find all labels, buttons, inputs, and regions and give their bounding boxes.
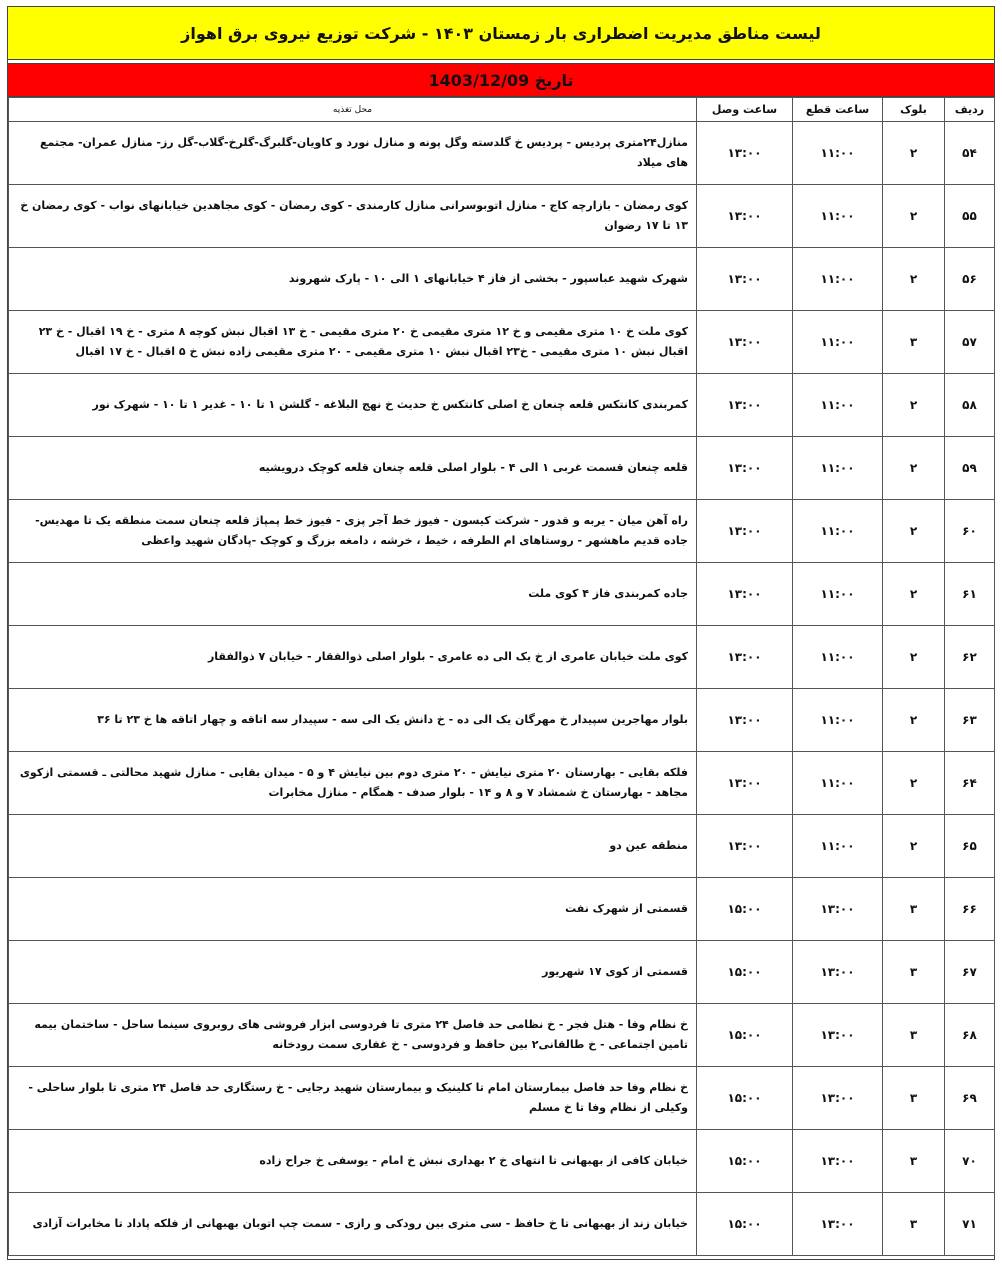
row-number-cell: ۵۵ — [945, 185, 995, 248]
table-row — [9, 122, 995, 185]
connect-time-cell: ۱۵:۰۰ — [697, 878, 793, 941]
area-cell: قلعه چنعان قسمت غربی ۱ الی ۴ - بلوار اصلی قلعه چنعان قلعه کوچک درویشیه — [9, 437, 697, 500]
cut-time-cell: ۱۳:۰۰ — [793, 1004, 883, 1067]
table-row — [9, 815, 995, 878]
table-row — [9, 563, 995, 626]
header-area: محل تغذیه — [9, 98, 697, 122]
cut-time-cell: ۱۳:۰۰ — [793, 1130, 883, 1193]
area-cell: خ نظام وفا حد فاصل بیمارستان امام تا کلینیک و بیمارستان شهید رجایی - خ رستگاری حد فاصل ۲۴ متری تا بلوار ساحلی - وکیلی از نظام وفا تا خ مسلم — [9, 1067, 697, 1130]
area-cell: کمربندی کانتکس قلعه چنعان خ اصلی کانتکس خ حدیث خ نهج البلاغه - گلشن ۱ تا ۱۰ - غدیر ۱ تا ۱۰ - شهرک نور — [9, 374, 697, 437]
table-row — [9, 437, 995, 500]
table-row — [9, 185, 995, 248]
connect-time-cell: ۱۳:۰۰ — [697, 374, 793, 437]
connect-time-cell: ۱۳:۰۰ — [697, 248, 793, 311]
block-cell: ۲ — [883, 689, 945, 752]
block-cell: ۳ — [883, 311, 945, 374]
cut-time-cell: ۱۱:۰۰ — [793, 563, 883, 626]
connect-time-cell: ۱۳:۰۰ — [697, 563, 793, 626]
connect-time-cell: ۱۵:۰۰ — [697, 1004, 793, 1067]
row-number-cell: ۷۱ — [945, 1193, 995, 1256]
connect-time-cell: ۱۳:۰۰ — [697, 752, 793, 815]
header-connect-time: ساعت وصل — [697, 98, 793, 122]
block-cell: ۳ — [883, 1193, 945, 1256]
cut-time-cell: ۱۱:۰۰ — [793, 626, 883, 689]
row-number-cell: ۵۹ — [945, 437, 995, 500]
connect-time-cell: ۱۵:۰۰ — [697, 1067, 793, 1130]
cut-time-cell: ۱۱:۰۰ — [793, 122, 883, 185]
cut-time-cell: ۱۱:۰۰ — [793, 185, 883, 248]
cut-time-cell: ۱۳:۰۰ — [793, 1193, 883, 1256]
table-row — [9, 1193, 995, 1256]
area-cell: شهرک شهید عباسپور - بخشی از فاز ۴ خیابانهای ۱ الی ۱۰ - پارک شهروند — [9, 248, 697, 311]
area-cell: خیابان زند از بهبهانی تا خ حافظ - سی متری بین رودکی و رازی - سمت چپ اتوبان بهبهانی از فلکه پاداد تا مخابرات آزادی — [9, 1193, 697, 1256]
connect-time-cell: ۱۳:۰۰ — [697, 437, 793, 500]
block-cell: ۲ — [883, 500, 945, 563]
cut-time-cell: ۱۱:۰۰ — [793, 437, 883, 500]
table-row — [9, 689, 995, 752]
row-number-cell: ۵۷ — [945, 311, 995, 374]
connect-time-cell: ۱۵:۰۰ — [697, 941, 793, 1004]
area-cell: کوی رمضان - بازارچه کاج - منازل اتوبوسرانی منازل کارمندی - کوی رمضان - کوی مجاهدین خیابانهای نواب - کوی رمضان خ ۱۳ تا ۱۷ رضوان — [9, 185, 697, 248]
connect-time-cell: ۱۵:۰۰ — [697, 1130, 793, 1193]
connect-time-cell: ۱۳:۰۰ — [697, 122, 793, 185]
block-cell: ۲ — [883, 563, 945, 626]
row-number-cell: ۶۳ — [945, 689, 995, 752]
date-label: تاریخ — [534, 70, 574, 90]
block-cell: ۲ — [883, 626, 945, 689]
date-banner — [8, 63, 994, 97]
cut-time-cell: ۱۱:۰۰ — [793, 752, 883, 815]
area-cell: قسمتی از شهرک نفت — [9, 878, 697, 941]
row-number-cell: ۶۰ — [945, 500, 995, 563]
block-cell: ۲ — [883, 815, 945, 878]
table-row — [9, 752, 995, 815]
area-cell: خیابان کافی از بهبهانی تا انتهای خ ۲ بهداری نبش خ امام - یوسفی خ جراح زاده — [9, 1130, 697, 1193]
block-cell: ۲ — [883, 185, 945, 248]
cut-time-cell: ۱۱:۰۰ — [793, 311, 883, 374]
header-cut-time: ساعت قطع — [793, 98, 883, 122]
row-number-cell: ۶۷ — [945, 941, 995, 1004]
row-number-cell: ۵۸ — [945, 374, 995, 437]
connect-time-cell: ۱۳:۰۰ — [697, 500, 793, 563]
area-cell: کوی ملت خیابان عامری از خ یک الی ده عامری - بلوار اصلی ذوالفقار - خیابان ۷ ذوالفقار — [9, 626, 697, 689]
block-cell: ۲ — [883, 122, 945, 185]
block-cell: ۲ — [883, 248, 945, 311]
table-row — [9, 500, 995, 563]
area-cell: فلکه بقایی - بهارستان ۲۰ متری نیایش - ۲۰ متری دوم بین نیایش ۴ و ۵ - میدان بقایی - منازل شهید محالتی ـ قسمتی ازکوی مجاهد - بهارستان خ شمشاد ۷ و ۸ و ۱۴ - بلوار صدف - همگام - منازل مخابرات — [9, 752, 697, 815]
area-cell: بلوار مهاجرین سپیدار خ مهرگان یک الی ده - خ دانش یک الی سه - سپیدار سه اتاقه و چهار اتاقه ها خ ۲۳ تا ۳۶ — [9, 689, 697, 752]
cut-time-cell: ۱۱:۰۰ — [793, 815, 883, 878]
row-number-cell: ۶۹ — [945, 1067, 995, 1130]
table-row — [9, 878, 995, 941]
schedule-sheet — [7, 6, 995, 1260]
table-row — [9, 1004, 995, 1067]
header-block: بلوک — [883, 98, 945, 122]
table-header-row — [9, 98, 995, 122]
area-cell: کوی ملت خ ۱۰ متری مقیمی و خ ۱۲ متری مقیمی خ ۲۰ متری مقیمی - خ ۱۳ اقبال نبش کوچه ۸ متری - خ ۱۹ اقبال - خ ۲۳ اقبال نبش ۱۰ متری مقیمی - خ۲۳ اقبال نبش ۱۰ متری مقیمی - ۲۰ متری مقیمی زاده نبش خ ۵ اقبال - خ ۱۷ اقبال — [9, 311, 697, 374]
table-row — [9, 1130, 995, 1193]
connect-time-cell: ۱۳:۰۰ — [697, 815, 793, 878]
block-cell: ۲ — [883, 752, 945, 815]
area-cell: منازل۲۴متری پردیس - پردیس خ گلدسته وگل پونه و منازل نورد و کاویان-گلبرگ-گلرخ-گلاب-گل رز- منازل عمران- مجتمع های میلاد — [9, 122, 697, 185]
header-row-number: ردیف — [945, 98, 995, 122]
connect-time-cell: ۱۳:۰۰ — [697, 185, 793, 248]
table-body — [9, 122, 995, 1256]
cut-time-cell: ۱۳:۰۰ — [793, 1067, 883, 1130]
cut-time-cell: ۱۱:۰۰ — [793, 500, 883, 563]
row-number-cell: ۵۶ — [945, 248, 995, 311]
row-number-cell: ۶۲ — [945, 626, 995, 689]
cut-time-cell: ۱۳:۰۰ — [793, 878, 883, 941]
table-row — [9, 248, 995, 311]
cut-time-cell: ۱۱:۰۰ — [793, 374, 883, 437]
table-row — [9, 1067, 995, 1130]
cut-time-cell: ۱۱:۰۰ — [793, 689, 883, 752]
sheet-title-text: لیست مناطق مدیریت اضطراری بار زمستان ۱۴۰۳ - شرکت توزیع نیروی برق اهواز — [181, 23, 821, 43]
outage-table — [8, 97, 995, 1256]
connect-time-cell: ۱۳:۰۰ — [697, 689, 793, 752]
sheet-title — [8, 7, 994, 60]
cut-time-cell: ۱۳:۰۰ — [793, 941, 883, 1004]
table-row — [9, 374, 995, 437]
area-cell: خ نظام وفا - هتل فجر - خ نظامی حد فاصل ۲۴ متری تا فردوسی ابزار فروشی های روبروی سینما ساحل - ساختمان بیمه تامین اجتماعی - خ طالقانی۲ بین حافظ و فردوسی - خ غفاری سمت رودخانه — [9, 1004, 697, 1067]
table-row — [9, 311, 995, 374]
block-cell: ۳ — [883, 1067, 945, 1130]
block-cell: ۲ — [883, 374, 945, 437]
row-number-cell: ۶۱ — [945, 563, 995, 626]
block-cell: ۲ — [883, 437, 945, 500]
connect-time-cell: ۱۳:۰۰ — [697, 626, 793, 689]
row-number-cell: ۶۶ — [945, 878, 995, 941]
block-cell: ۳ — [883, 941, 945, 1004]
area-cell: جاده کمربندی فاز ۴ کوی ملت — [9, 563, 697, 626]
row-number-cell: ۶۸ — [945, 1004, 995, 1067]
date-value: 1403/12/09 — [428, 70, 530, 90]
area-cell: راه آهن میان - یربه و قدور - شرکت کیسون - فیوز خط آجر پزی - فیوز خط پمپاژ قلعه چنعان سمت منطقه یک تا مهدیس-جاده قدیم ماهشهر - روستاهای ام الطرفه ، خیط ، خرشه ، دامغه بزرگ و کوچک -پادگان شهید واعظی — [9, 500, 697, 563]
area-cell: قسمتی از کوی ۱۷ شهریور — [9, 941, 697, 1004]
table-row — [9, 626, 995, 689]
row-number-cell: ۶۴ — [945, 752, 995, 815]
row-number-cell: ۷۰ — [945, 1130, 995, 1193]
cut-time-cell: ۱۱:۰۰ — [793, 248, 883, 311]
block-cell: ۳ — [883, 878, 945, 941]
block-cell: ۳ — [883, 1004, 945, 1067]
row-number-cell: ۵۴ — [945, 122, 995, 185]
block-cell: ۳ — [883, 1130, 945, 1193]
connect-time-cell: ۱۵:۰۰ — [697, 1193, 793, 1256]
area-cell: منطقه عین دو — [9, 815, 697, 878]
table-row — [9, 941, 995, 1004]
row-number-cell: ۶۵ — [945, 815, 995, 878]
connect-time-cell: ۱۳:۰۰ — [697, 311, 793, 374]
